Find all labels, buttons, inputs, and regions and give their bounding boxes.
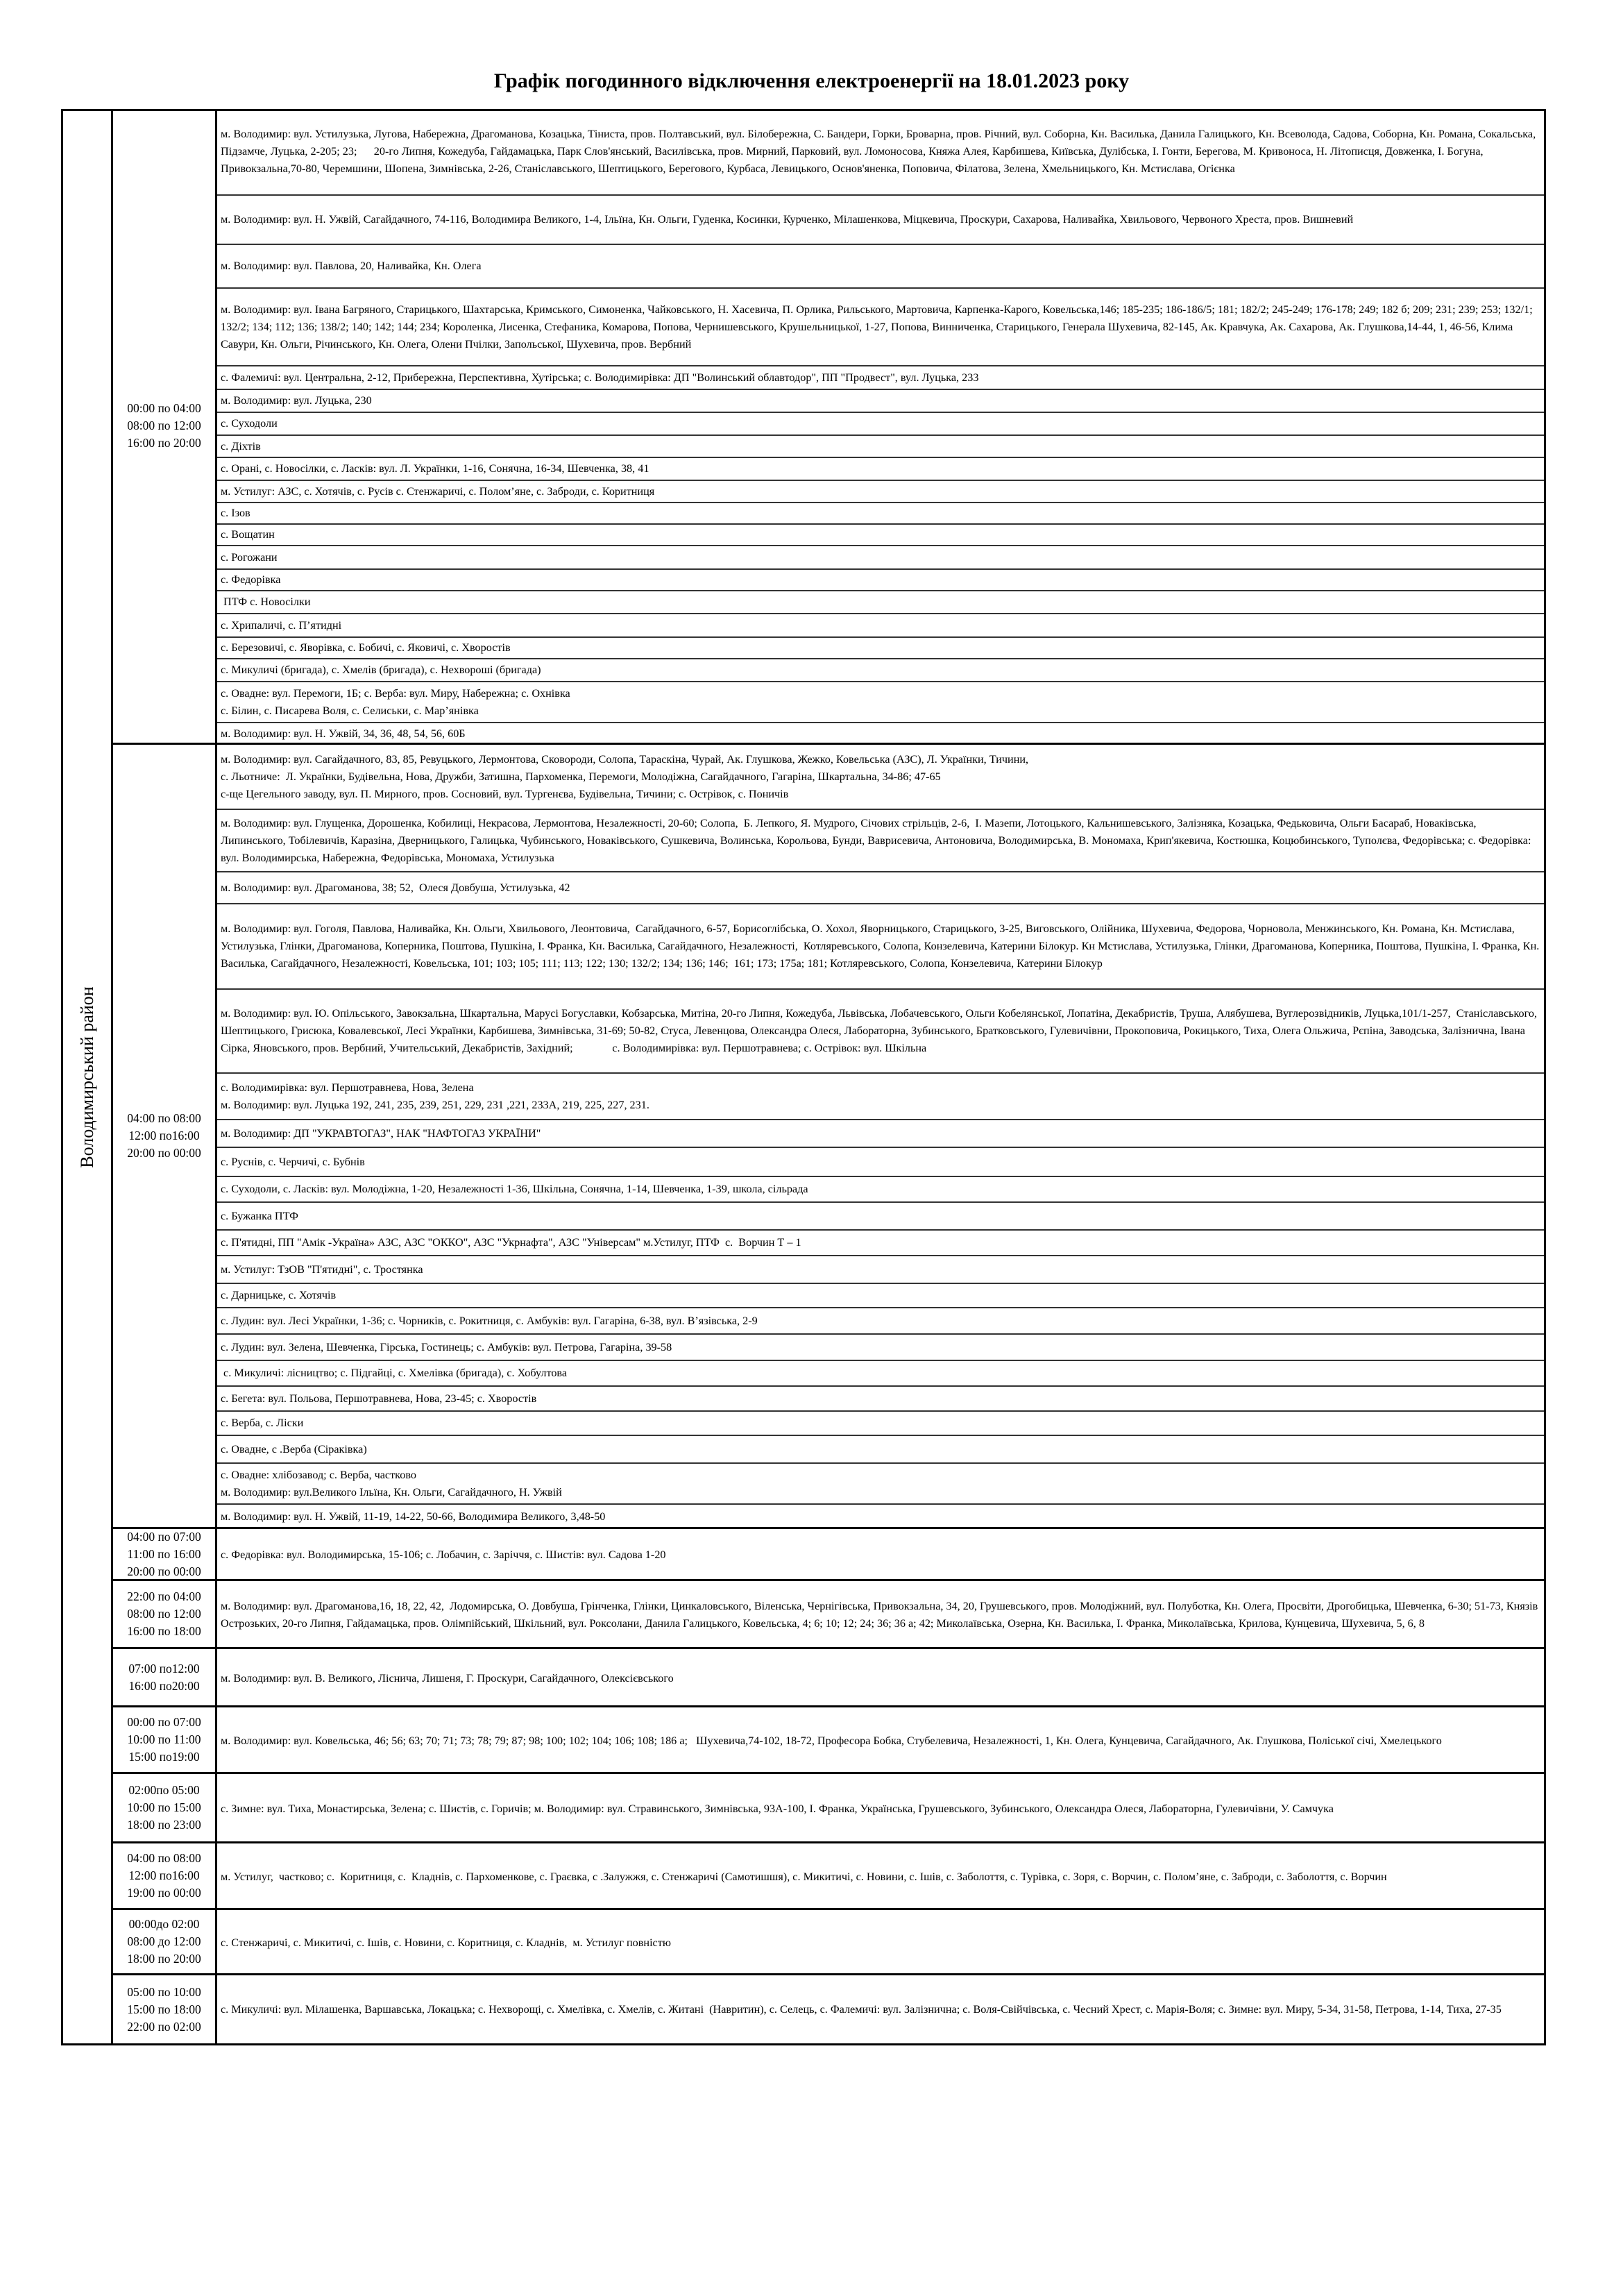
time-slot: 12:00 по16:00 (128, 1129, 200, 1142)
address-row (217, 503, 1544, 525)
address-text: м. Володимир: вул. Сагайдачного, 83, 85, Ревуцького, Лермонтова, Сковороди, Солопа, Тараскіна, Чурай, Ак. Глушкова, Жежко, Ковельська (АЗС), Л. Українки, Тичини, с. Льотниче: Л. Українки, Будівельна, Нова, Дружби, Затишна, Пархоменка, Перемоги, Молодіжна, Сагайдачного, Гагаріна, Шкартальна, 34-86; 47-65 с-ще Цегельного заводу, вул. П. Мирного, пров. Сосновий, вул. Тургенєва, Будівельна, Тичини; с. Острівок, с. Поничів (221, 752, 1029, 800)
time-slot: 05:00 по 10:00 (127, 1984, 201, 1999)
time-slot: 04:00 по 08:00 (127, 1111, 201, 1125)
address-text: с. Лудин: вул. Лесі Українки, 1-36; с. Чорників, с. Рокитниця, с. Амбуків: вул. Гагаріна, 6-38, вул. В’язівська, 2-9 (221, 1314, 758, 1327)
address-text: м. Володимир: вул. Глущенка, Дорошенка, Кобилиці, Некрасова, Лермонтова, Незалежності, 20-60; Солопа, Б. Лепкого, Я. Мудрого, Січових стрільців, 2-6, І. Мазепи, Лотоцького, Кальнишевського, Залізняка, Козацька, Федьковича, Ольги Басараб, Новаківська, Липинського, Тобілевичів, Каразіна, Дверницького, Галицька, Чубинського, Новаківського, Сушкевича, Волинська, Корольова, Бунди, Ваврисевича, Антоновича, Володимирська, В. Мономаха, Крип'якевича, Костюшка, Коцюбинського, Туполєва, Федорівська; с. Федорівка: вул. Володимирська, Набережна, Федорівська, Мономаха, Устилузька (221, 816, 1534, 864)
address-text: с. Фалемичі: вул. Центральна, 2-12, Прибережна, Перспективна, Хутірська; с. Володимирівка: ДП "Волинський облавтодор", ПП "Продвест", вул. Луцька, 233 (221, 371, 979, 384)
time-slot-cell (113, 1910, 217, 1973)
address-row (217, 1581, 1544, 1649)
address-row (217, 990, 1544, 1074)
time-group (113, 1649, 1544, 1707)
time-slot: 22:00 по 04:00 (127, 1589, 201, 1603)
address-row (217, 570, 1544, 591)
time-group (113, 1529, 1544, 1581)
address-text: с. Дарницьке, с. Хотячів (221, 1289, 337, 1301)
time-slot: 07:00 по12:00 (128, 1661, 200, 1675)
address-row (217, 1120, 1544, 1148)
address-row (217, 872, 1544, 904)
address-row (217, 458, 1544, 481)
address-row (217, 1910, 1544, 1975)
address-text: м. Володимир: вул. Ковельська, 46; 56; 63; 70; 71; 73; 78; 79; 87; 98; 100; 102; 104; 106; 108; 186 а; Шухевича,74-102, 18-72, Професора Бобка, Стубелевича, Незалежності, 1, Кн. Олега, Кунцевича, Сагайдачного, Ак. Глушкова, Поліської січі, Хмелецького (221, 1734, 1442, 1747)
address-row (217, 481, 1544, 503)
time-slot: 16:00 по20:00 (128, 1678, 200, 1693)
address-row (217, 245, 1544, 289)
address-text: с. Хрипаличі, с. П’ятидні (221, 618, 342, 632)
schedule-table (61, 109, 1546, 2045)
address-text: с. Суходоли (221, 417, 278, 430)
address-text: с. Зимне: вул. Тиха, Монастирська, Зелена; с. Шистів, с. Горичів; м. Володимир: вул. Стравинського, Зимнівська, 93А-100, І. Франка, Українська, Грушевського, Зубинського, Олександра Олеся, Лабораторна, Гулевичівни, У. Самчука (221, 1802, 1334, 1815)
address-text: с. Федорівка: вул. Володимирська, 15-106; с. Лобачин, с. Заріччя, с. Шистів: вул. Садова 1-20 (221, 1548, 666, 1561)
address-text: м. Володимир: вул. В. Великого, Лісничa, Лишеня, Г. Проскури, Сагайдачного, Олексієвського (221, 1671, 674, 1685)
address-text: м. Володимир: вул. Павлова, 20, Наливайка, Кн. Олега (221, 260, 482, 272)
time-slot: 18:00 по 20:00 (127, 1952, 201, 1966)
time-slot: 15:00 по19:00 (128, 1750, 200, 1764)
address-row (217, 614, 1544, 638)
address-row (217, 390, 1544, 413)
address-text: м. Володимир: вул. Н. Ужвій, 34, 36, 48, 54, 56, 60Б (221, 727, 466, 740)
address-row (217, 413, 1544, 436)
address-text: м. Володимир: вул. Устилузька, Лугова, Набережна, Драгоманова, Козацька, Тіниста, пров. Полтавський, вул. Білобережна, С. Бандери, Горки, Броварна, пров. Річний, вул. Соборна, Кн. Василька, Данила Галицького, Кн. Всеволода, Садова, Соборна, Кн. Романа, Сокальська, Підзамче, Луцька, 2-205; 23; 20-го Липня, Кожедуба, Гайдамацька, Парк Слов'янський, Василівська, пров. Мирний, Парковий, вул. Ломоносова, Княжа Алея, Карбишева, Київська, Дулібська, І. Гонти, Берегова, М. Кривоноса, Н. Літописця, Довженка, І. Богуна, Привокзальна,70-80, Черемшини, Шопена, Зимнівська, 2-26, Станіславського, Шептицького, Берегового, Курбаса, Левицького, Основ'яненка, Поповича, Філатова, Зелена, Хмельницького, Кн. Мстислава, Огієнка (221, 128, 1539, 175)
address-text: с. Микуличі: лісництво; с. Підгайці, с. Хмелівка (бригада), с. Хобултова (221, 1367, 568, 1379)
address-text: с. Руснів, с. Черчичі, с. Бубнів (221, 1155, 365, 1168)
time-slot: 08:00 по 12:00 (127, 419, 201, 432)
address-text: с. Овадне, с .Верба (Сіраківка) (221, 1442, 367, 1455)
time-slot-cell (113, 1581, 217, 1647)
address-row (217, 366, 1544, 390)
address-row (217, 659, 1544, 682)
time-group (113, 1975, 1544, 2043)
time-slot-cell (113, 1843, 217, 1908)
district-cell (63, 111, 113, 2043)
address-row (217, 1308, 1544, 1335)
address-text: м. Володимир: вул. Івана Багряного, Старицького, Шахтарська, Кримського, Симоненка, Чайковського, Н. Хасевича, П. Орлика, Рильського, Мартовича, Карпенка-Карого, Ковельська,146; 185-235; 186-186/5; 181; 182/2; 245-249; 176-178; 249; 182 б; 209; 231; 239; 253; 132/1; 132/2; 134; 112; 136; 138/2; 140; 142; 144; 234; Короленка, Лисенка, Стефаника, Комарова, Попова, Чернишевського, Крушельницької, 1-27, Попова, Винниченка, Старицького, Генерала Шухевича, 82-145, Ак. Кравчука, Ак. Сахарова, Ак. Глушкова,14-44, 1, 46-56, Клима Савури, Кн. Ольги, Річинського, Кн. Олега, Олени Пчілки, Запольської, Шухевича, пров. Вербний (221, 303, 1536, 351)
address-text: с. Суходоли, с. Ласків: вул. Молодіжна, 1-20, Незалежності 1-36, Шкільна, Сонячна, 1-14, Шевченка, 1-39, школа, сільрада (221, 1183, 808, 1195)
time-slot: 18:00 по 23:00 (127, 1818, 201, 1832)
time-group (113, 745, 1544, 1529)
address-row (217, 1387, 1544, 1412)
address-row (217, 1231, 1544, 1256)
address-text: с. Стенжаричі, с. Микитичі, с. Ішів, с. Новини, с. Коритниця, с. Кладнів, м. Устилуг повністю (221, 1936, 671, 1949)
address-row (217, 1649, 1544, 1707)
address-text: с. Верба, с. Ліски (221, 1417, 304, 1429)
address-text: с. П'ятидні, ПП "Амік -Україна» АЗС, АЗС "ОККО", АЗС "Укрнафта", АЗС "Універсам" м.Устилуг, ПТФ с. Ворчин Т – 1 (221, 1236, 801, 1249)
address-text: м. Володимир: вул. Н. Ужвій, 11-19, 14-22, 50-66, Володимира Великого, 3,48-50 (221, 1510, 606, 1523)
address-row (217, 1256, 1544, 1284)
address-text: с. Микуличі (бригада), с. Хмелів (бригада), с. Нехвороші (бригада) (221, 664, 541, 676)
time-slot-cell (113, 1975, 217, 2043)
address-row (217, 1975, 1544, 2043)
time-slot-cell (113, 1707, 217, 1772)
address-row (217, 1284, 1544, 1308)
time-slot: 20:00 по 00:00 (127, 1564, 201, 1578)
time-slot-cell (113, 1774, 217, 1841)
address-text: с. Микуличі: вул. Мілашенка, Варшавська, Локацька; с. Нехворощі, с. Хмелівка, с. Хмелів, с. Житані (Навритин), с. Селець, с. Фалемичі: вул. Залізнична; с. Воля-Свійчівська, с. Чесний Хрест, с. Марія-Воля; с. Зимне: вул. Миру, 5-34, 31-58, Петрова, 1-14, Тиха, 27-35 (221, 2002, 1502, 2016)
address-text: м. Володимир: ДП "УКРАВТОГАЗ", НАК "НАФТОГАЗ УКРАЇНИ" (221, 1126, 541, 1140)
address-row (217, 1148, 1544, 1177)
time-slot: 22:00 по 02:00 (127, 2019, 201, 2034)
address-text: с. Березовичі, с. Яворівка, с. Бобичі, с. Яковичі, с. Хворостів (221, 641, 511, 654)
address-text: м. Володимир: вул. Луцька, 230 (221, 394, 372, 407)
address-row (217, 1464, 1544, 1505)
page-title: Графік погодинного відключення електроенергії на 18.01.2023 року (493, 69, 1130, 92)
time-slot: 19:00 по 00:00 (127, 1886, 201, 1900)
address-row (217, 1361, 1544, 1387)
time-slot-cell (113, 745, 217, 1527)
time-slot: 16:00 по 18:00 (127, 1624, 201, 1638)
time-group (113, 109, 1544, 745)
address-row (217, 1529, 1544, 1581)
address-text: с. Лудин: вул. Зелена, Шевченка, Гірська, Гостинець; с. Амбуків: вул. Петрова, Гагаріна, 39-58 (221, 1340, 672, 1353)
time-slot: 00:00 по 07:00 (127, 1715, 201, 1729)
address-row (217, 745, 1544, 810)
time-slot: 00:00 по 04:00 (127, 401, 201, 415)
address-row (217, 1774, 1544, 1843)
time-slot-cell (113, 1649, 217, 1705)
address-row (217, 1203, 1544, 1231)
address-row (217, 904, 1544, 990)
address-row (217, 546, 1544, 570)
time-slot: 15:00 по 18:00 (127, 2002, 201, 2016)
address-row (217, 196, 1544, 245)
address-text: с. Ізов (221, 507, 250, 519)
address-text: с. Рогожани (221, 550, 278, 564)
time-group (113, 1774, 1544, 1843)
address-row (217, 1843, 1544, 1910)
address-text: м. Володимир: вул. Драгоманова, 38; 52, Олеся Довбуша, Устилузька, 42 (221, 881, 570, 894)
time-group (113, 1843, 1544, 1910)
address-text: м. Володимир: вул. Н. Ужвій, Сагайдачного, 74-116, Володимира Великого, 1-4, Ільїна, Кн. Ольги, Гуденка, Косинки, Курченко, Мілашенкова, Міцкевича, Проскури, Сахарова, Наливайка, Хвильового, Червоного Хреста, пров. Вишневий (221, 213, 1354, 226)
address-row (217, 810, 1544, 872)
address-row (217, 436, 1544, 458)
address-row (217, 1505, 1544, 1529)
time-slot: 08:00 до 12:00 (127, 1934, 201, 1948)
address-text: м. Володимир: вул. Драгоманова,16, 18, 22, 42, Лодомирська, О. Довбуша, Грінченка, Глінки, Цинкаловського, Віленська, Чернігівська, Привокзальна, 34, 20, Грушевського, пров. Молодіжний, вул. Полуботка, Кн. Олега, Просвіти, Дрогобицька, Шевченка, 6-30; 51-73, Князів Острозьких, 20-го Липня, Гайдамацька, пров. Олімпійський, Шкільний, вул. Роксолани, Данила Галицького, Ковельська, 4; 6; 10; 12; 24; 36; 36 а; 42; Миколаївська, Озерна, Кн. Василька, І. Франка, Миколаївська, Крилова, Кунцевича, Шухевича, 5, 6, 8 (221, 1600, 1541, 1630)
address-text: с. Бужанка ПТФ (221, 1209, 298, 1222)
district-label: Володимирський район (76, 986, 97, 1168)
time-group (113, 1707, 1544, 1774)
address-text: м. Володимир: вул. Гоголя, Павлова, Наливайка, Кн. Ольги, Хвильового, Леонтовича, Сагайдачного, 6-57, Борисоглібська, О. Хохол, Яворницького, Старицького, 3-25, Виговського, Олійника, Шухевича, Федорова, Чорновола, Менжинського, Кн. Романа, Кн. Мстислава, Устилузька, Глінки, Драгоманова, Коперника, Поштова, Пушкіна, І. Франка, Кн. Василька, Сагайдачного, Незалежності, Котляревського, Солопа, Конзелевича, Катерини Білокур. Кн Мстислава, Устилузька, Глінки, Драгоманова, Коперника, Поштова, Пушкіна, І. Франка, Кн. Василька, Сагайдачного, Незалежності, Ковельська, 101; 103; 105; 111; 113; 122; 130; 132/2; 134; 136; 146; 161; 173; 175а; 181; Котляревського, Солопа, Конзелевича, Катерини Білокур (221, 922, 1543, 970)
time-slot: 11:00 по 16:00 (127, 1546, 201, 1561)
address-text: м. Устилуг, частково; с. Коритниця, с. Кладнів, с. Пархоменкове, с. Граєвка, с .Залужжя, с. Стенжаричі (Самотишшя), с. Микитичі, с. Новини, с. Ішів, с. Заболоття, с. Турівка, с. Зоря, с. Ворчин, с. Полом’яне, с. Заброди, с. Заболоття, с. Ворчин (221, 1870, 1387, 1883)
address-text: с. Орані, с. Новосілки, с. Ласків: вул. Л. Українки, 1-16, Сонячна, 16-34, Шевченка, 38, 41 (221, 462, 649, 475)
address-text: м. Устилуг: ТзОВ "П'ятидні", с. Тростянка (221, 1263, 423, 1276)
address-row (217, 1436, 1544, 1464)
address-text: с. Бегета: вул. Польова, Першотравнева, Нова, 23-45; с. Хворостів (221, 1392, 537, 1405)
address-row (217, 109, 1544, 196)
address-text: с. Вощатин (221, 528, 275, 541)
address-text: м. Володимир: вул. Ю. Опільського, Завокзальна, Шкартальна, Марусі Богуславки, Кобзарська, Митіна, 20-го Липня, Кожедуба, Львівська, Лобачевського, Ольги Кобелянської, Лопатіна, Декабристів, Труша, Алябушева, Вуглерозвідників, Луцька,101/1-257, Станіславського, Шептицького, Грисюка, Ковалевської, Лесі Українки, Карбишева, Зимнівська, 31-69; 50-82, Стуса, Левенцова, Олександра Олеся, Лабораторна, Зубинського, Братковського, Гулевичівни, Прокоповича, Рокицького, Тиха, Олега Ольжича, Рєпіна, Заводська, Залізнична, Івана Сірка, Яновського, пров. Вербний, Учительський, Декабристів, Західний; с. Володимирівка: вул. Першотравнева; с. Острівок: вул. Шкільна (221, 1007, 1540, 1054)
time-slot: 20:00 по 00:00 (127, 1146, 201, 1160)
address-text: ПТФ с. Новосілки (221, 596, 311, 608)
address-row (217, 1074, 1544, 1120)
time-slot: 04:00 по 08:00 (127, 1851, 201, 1865)
address-text: м. Устилуг: АЗС, с. Хотячів, с. Русів с. Стенжаричі, с. Полом’яне, с. Заброди, с. Коритниця (221, 484, 655, 498)
time-slot: 04:00 по 07:00 (127, 1529, 201, 1544)
address-row (217, 525, 1544, 546)
address-text: с. Діхтів (221, 439, 261, 453)
address-row (217, 1177, 1544, 1203)
address-row (217, 1412, 1544, 1436)
time-slot: 08:00 по 12:00 (127, 1607, 201, 1621)
address-row (217, 1707, 1544, 1774)
time-slot: 10:00 по 15:00 (127, 1800, 201, 1814)
time-slot-cell (113, 109, 217, 743)
time-slot-cell (113, 1529, 217, 1579)
address-row (217, 591, 1544, 614)
address-row (217, 289, 1544, 366)
time-group (113, 1581, 1544, 1649)
time-slot: 02:00по 05:00 (128, 1783, 200, 1797)
address-row (217, 682, 1544, 723)
address-row (217, 1335, 1544, 1361)
time-slot: 16:00 по 20:00 (127, 436, 201, 450)
address-text: с. Овадне: хлібозавод; с. Верба, частково м. Володимир: вул.Великого Ільїна, Кн. Ольги, Сагайдачного, Н. Ужвій (221, 1468, 562, 1499)
address-row (217, 723, 1544, 745)
time-group (113, 1910, 1544, 1975)
time-slot: 00:00до 02:00 (128, 1917, 200, 1931)
address-text: с. Федорівка (221, 573, 281, 586)
address-text: с. Овадне: вул. Перемоги, 1Б; с. Верба: вул. Миру, Набережна; с. Охнівка с. Білин, с. Писарева Воля, с. Селиськи, с. Мар’янівка (221, 686, 570, 717)
address-row (217, 638, 1544, 659)
time-slot: 10:00 по 11:00 (127, 1732, 201, 1746)
time-slot: 12:00 по16:00 (128, 1868, 200, 1882)
address-text: с. Володимирівка: вул. Першотравнева, Нова, Зелена м. Володимир: вул. Луцька 192, 241, 235, 239, 251, 229, 231 ,221, 233А, 219, 225, 227, 231. (221, 1081, 649, 1111)
